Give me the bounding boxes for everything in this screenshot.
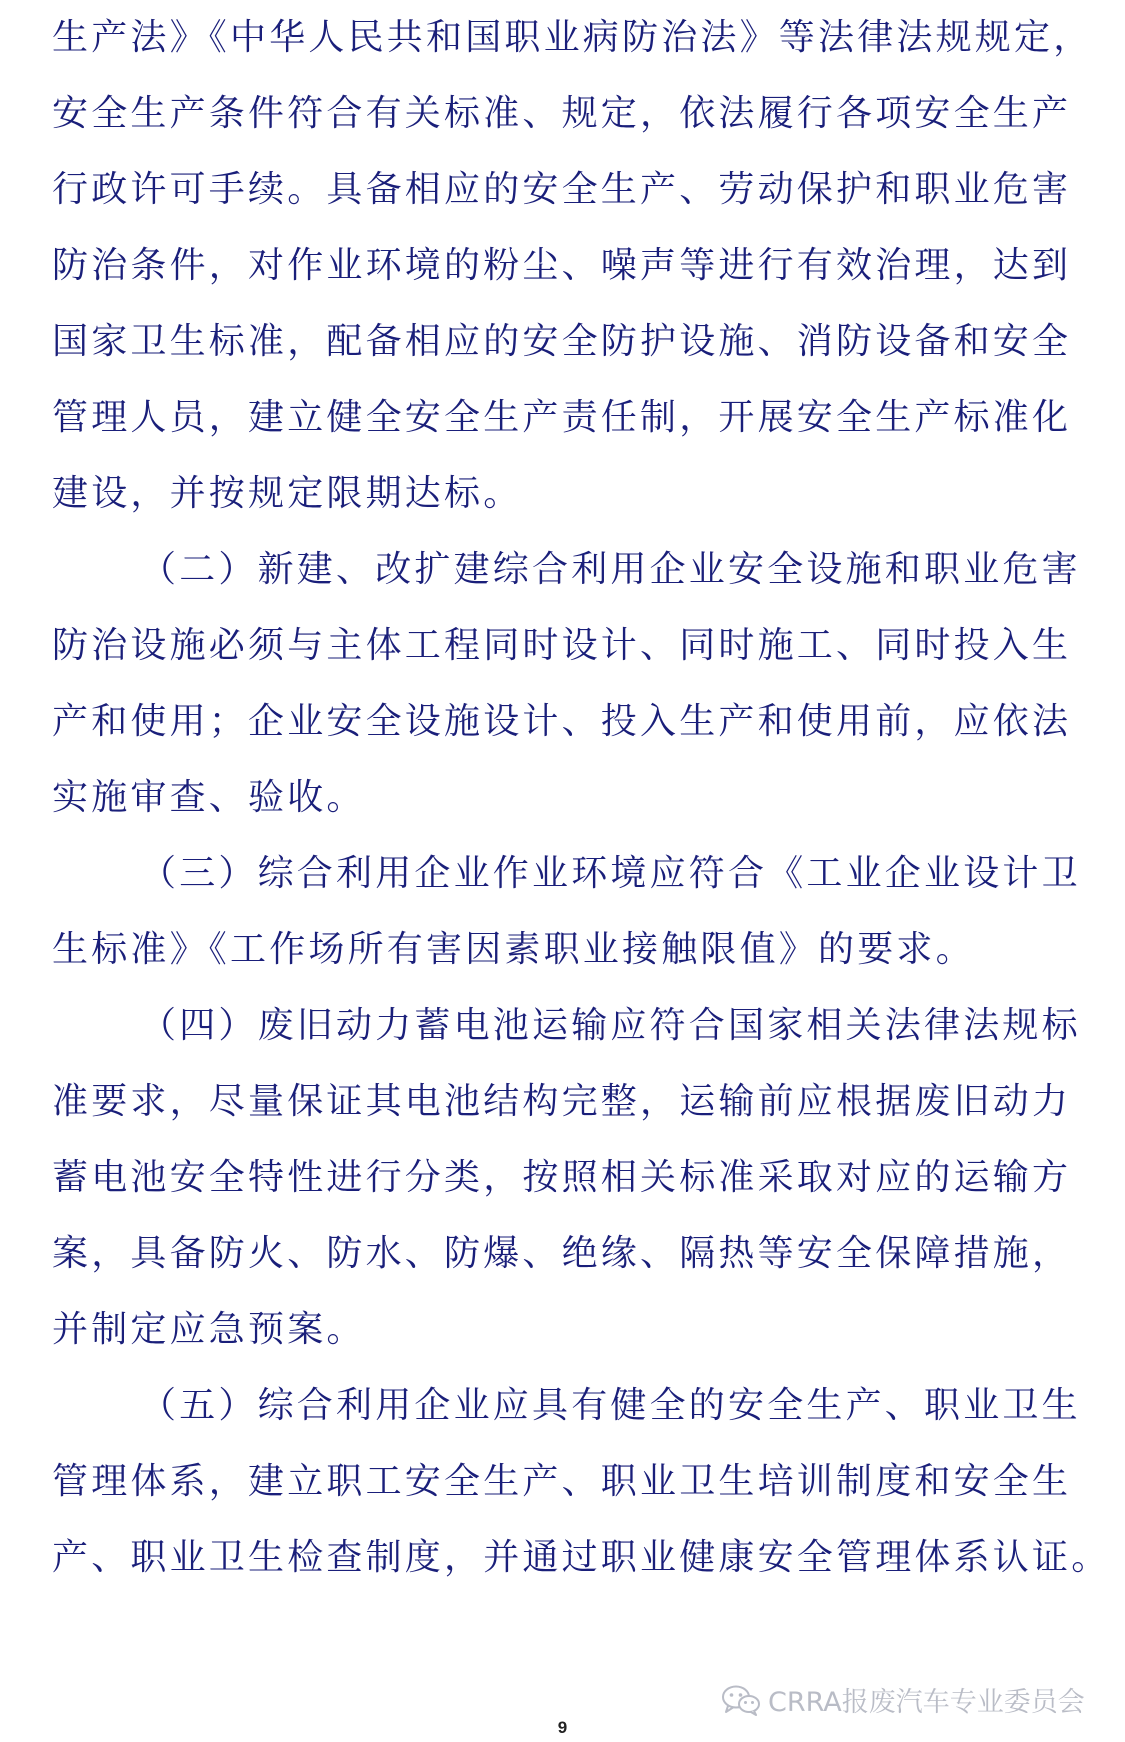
watermark-text: CRRA报废汽车专业委员会 [768, 1687, 1085, 1718]
text-line: 生标准》《工作场所有害因素职业接触限值》的要求。 [52, 929, 975, 970]
text-line: 安全生产条件符合有关标准、规定，依法履行各项安全生产 [52, 93, 1072, 134]
text-line: 案，具备防火、防水、防爆、绝缘、隔热等安全保障措施， [52, 1233, 1072, 1274]
text-line: 准要求，尽量保证其电池结构完整，运输前应根据废旧动力 [52, 1081, 1072, 1122]
account-watermark [720, 1680, 1085, 1719]
page-number: 9 [557, 1718, 568, 1737]
paragraph-3-first-line: （三）综合利用企业作业环境应符合《工业企业设计卫 [140, 853, 1081, 894]
text-line: 蓄电池安全特性进行分类，按照相关标准采取对应的运输方 [52, 1157, 1072, 1198]
text-line: 管理人员，建立健全安全生产责任制，开展安全生产标准化 [52, 397, 1072, 438]
document-body [52, 0, 1111, 1596]
paragraph-2-first-line: （二）新建、改扩建综合利用企业安全设施和职业危害 [140, 549, 1081, 590]
text-line: 建设，并按规定限期达标。 [52, 473, 523, 514]
text-line: 国家卫生标准，配备相应的安全防护设施、消防设备和安全 [52, 321, 1072, 362]
text-line: 防治设施必须与主体工程同时设计、同时施工、同时投入生 [52, 625, 1072, 666]
paragraph-4-first-line: （四）废旧动力蓄电池运输应符合国家相关法律法规标 [140, 1005, 1081, 1046]
text-line: 产和使用；企业安全设施设计、投入生产和使用前，应依法 [52, 701, 1072, 742]
text-line: 行政许可手续。具备相应的安全生产、劳动保护和职业危害 [52, 169, 1072, 210]
text-line: 管理体系，建立职工安全生产、职业卫生培训制度和安全生 [52, 1461, 1072, 1502]
text-line: 产、职业卫生检查制度，并通过职业健康安全管理体系认证。 [52, 1537, 1111, 1578]
text-line: 实施审查、验收。 [52, 777, 366, 818]
text-line: 并制定应急预案。 [52, 1309, 366, 1350]
text-line: 防治条件，对作业环境的粉尘、噪声等进行有效治理，达到 [52, 245, 1072, 286]
paragraph-5-first-line: （五）综合利用企业应具有健全的安全生产、职业卫生 [140, 1385, 1081, 1426]
text-line: 生产法》《中华人民共和国职业病防治法》等法律法规规定， [52, 17, 1093, 58]
wechat-icon [720, 1684, 762, 1716]
